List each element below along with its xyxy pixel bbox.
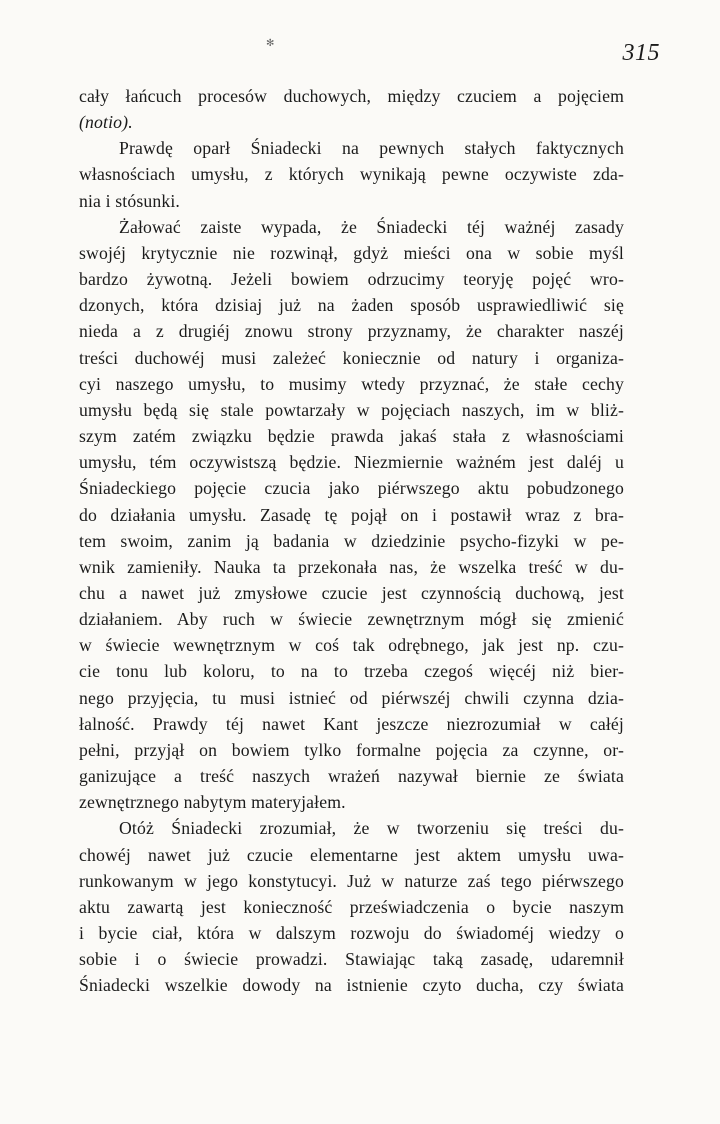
- text-line: nego przyjęcia, tu musi istnieć od piérwszéj chwili czynna dzia-: [79, 687, 624, 708]
- text-line: zewnętrznego nabytym materyjałem.: [79, 792, 346, 813]
- text-line: runkowanym w jego konstytucyi. Już w naturze zaś tego piérwszego: [79, 870, 624, 891]
- text-line: w świecie wewnętrznym w coś tak odrębnego, jak jest np. czu-: [79, 635, 624, 656]
- text-line: umysłu, tém oczywistszą będzie. Niezmiernie ważném jest daléj u: [79, 452, 624, 473]
- text-line: cie tonu lub koloru, to na to trzeba czegoś więcéj niż bier-: [79, 661, 624, 682]
- text-line: nia i stósunki.: [79, 190, 181, 211]
- text-line: Żałować zaiste wypada, że Śniadecki téj ważnéj zasady: [119, 216, 624, 237]
- text-line: i bycie ciał, która w dalszym rozwoju do świadoméj wiedzy o: [79, 923, 624, 943]
- text-line: treści duchowéj musi zależeć koniecznie od natury i organiza-: [79, 347, 624, 368]
- text-line: dzonych, która dzisiaj już na żaden sposób usprawiedliwić się: [79, 295, 624, 316]
- text-line: Prawdę oparł Śniadecki na pewnych stałych faktycznych: [119, 138, 624, 159]
- text-line: cały łańcuch procesów duchowych, między czuciem a pojęciem: [79, 86, 624, 106]
- text-line: Śniadecki wszelkie dowody na istnienie czyto ducha, czy świata: [79, 975, 624, 996]
- page-number: 315: [622, 40, 660, 66]
- text-line: ganizujące a treść naszych wrażeń nazywał biernie ze świata: [79, 766, 624, 787]
- text-line: cyi naszego umysłu, to musimy wtedy przyznać, że stałe cechy: [79, 373, 624, 394]
- text-line: Śniadeckiego pojęcie czucia jako piérwszego aktu pobudzonego: [79, 478, 624, 499]
- text-line: wnik zamieniły. Nauka ta przekonała nas, że wszelka treść w du-: [79, 556, 624, 577]
- text-line: swojéj krytycznie nie rozwinął, gdyż mieści ona w sobie myśl: [79, 242, 624, 263]
- text-line: tem swoim, zanim ją badania w dziedzinie psycho-fizyki w pe-: [79, 530, 624, 551]
- text-line: Otóż Śniadecki zrozumiał, że w tworzeniu się treści du-: [119, 818, 624, 839]
- text-line: aktu zawartą jest konieczność przeświadczenia o bycie naszym: [79, 896, 624, 917]
- text-line: własnościach umysłu, z których wynikają pewne oczywiste zda-: [79, 164, 624, 185]
- text-line: nieda a z drugiéj znowu strony przyznamy, że charakter naszéj: [79, 321, 624, 342]
- text-line: pełni, przyjął on bowiem tylko formalne pojęcia za czynne, or-: [79, 739, 624, 760]
- ornament: ✻: [266, 38, 275, 49]
- text-line: działaniem. Aby ruch w świecie zewnętrznym mógł się zmienić: [79, 609, 624, 630]
- page-text: [79, 83, 624, 998]
- text-line: szym zatém związku będzie prawda jakaś stała z własnościami: [79, 426, 624, 447]
- text-line: do działania umysłu. Zasadę tę pojął on i postawił wraz z bra-: [79, 504, 624, 525]
- text-line: (notio).: [79, 112, 133, 133]
- text-line: bardzo żywotną. Jeżeli bowiem odrzucimy teoryję pojęć wro-: [79, 269, 624, 290]
- text-line: łalność. Prawdy téj nawet Kant jeszcze niezrozumiał w całéj: [79, 713, 624, 734]
- text-line: chowéj nawet już czucie elementarne jest aktem umysłu uwa-: [79, 844, 624, 865]
- text-line: sobie i o świecie prowadzi. Stawiając taką zasadę, udaremnił: [79, 949, 624, 970]
- text-line: chu a nawet już zmysłowe czucie jest czynnością duchową, jest: [79, 582, 624, 603]
- text-line: umysłu będą się stale powtarzały w pojęciach naszych, im w bliż-: [79, 399, 624, 420]
